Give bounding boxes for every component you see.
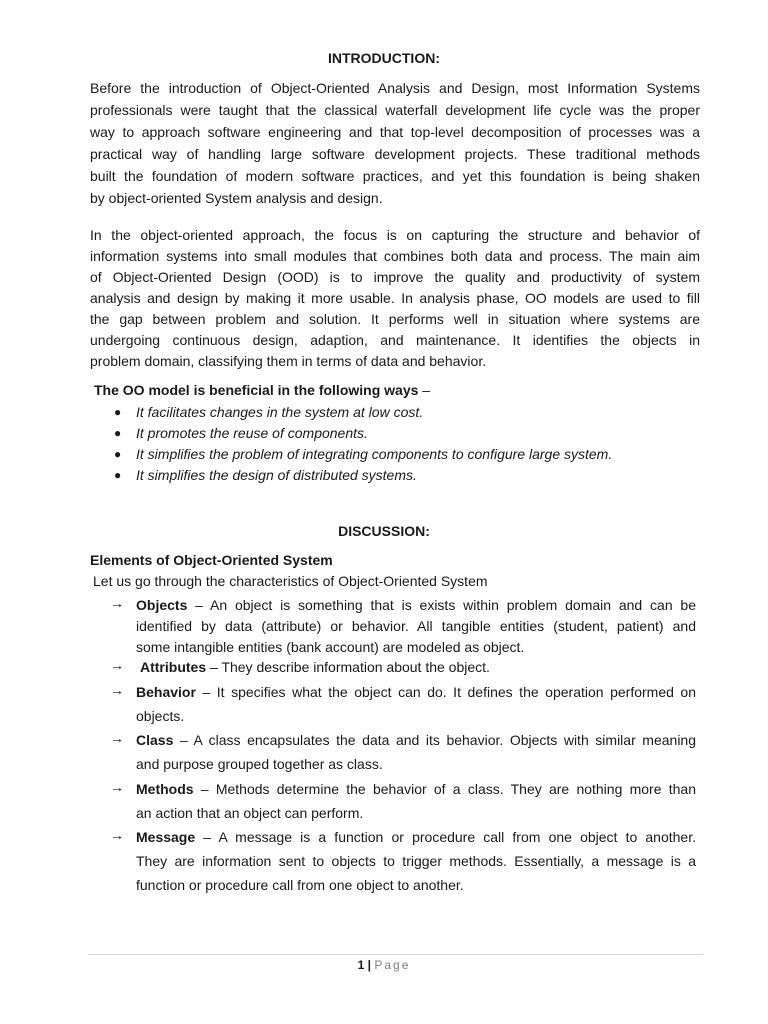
element-term: Attributes <box>140 659 207 675</box>
arrow-icon: → <box>110 595 124 611</box>
element-class <box>110 728 700 776</box>
list-item-text: It facilitates changes in the system at low cost. <box>136 404 424 420</box>
element-message <box>110 825 700 897</box>
element-description: and purpose grouped together as class. <box>136 756 383 772</box>
element-description: – It specifies what the object can do. It defines the operation performed on <box>195 684 696 700</box>
element-description: – A message is a function or procedure call from one object to another. <box>195 829 696 845</box>
arrow-icon: → <box>110 682 124 698</box>
list-item <box>110 465 612 486</box>
bullet-icon: ● <box>114 468 122 482</box>
element-description: They are information sent to objects to trigger methods. Essentially, a message is a <box>136 853 696 869</box>
paragraph-line: In the object-oriented approach, the focus is on capturing the structure and behavior of <box>90 227 700 243</box>
benefits-list <box>110 402 612 486</box>
bullet-icon: ● <box>114 405 122 419</box>
element-description: some intangible entities (bank account) are modeled as object. <box>136 639 525 655</box>
element-description: objects. <box>136 708 185 724</box>
element-text <box>136 680 696 728</box>
element-description: – A class encapsulates the data and its behavior. Objects with similar meaning <box>173 732 696 748</box>
paragraph-line: Before the introduction of Object-Oriented Analysis and Design, most Information Systems <box>90 80 700 96</box>
element-description: function or procedure call from one object to another. <box>136 877 464 893</box>
paragraph-line: practical way of handling large software development projects. These traditional methods <box>90 146 700 162</box>
element-term: Class <box>136 732 174 748</box>
discussion-heading: DISCUSSION: <box>338 523 430 539</box>
benefits-heading <box>94 382 430 398</box>
element-attributes <box>110 657 700 679</box>
list-item <box>110 444 612 465</box>
paragraph-line: the gap between problem and solution. It performs well in situation where systems are <box>90 311 700 327</box>
list-item <box>110 423 612 444</box>
bullet-icon: ● <box>114 447 122 461</box>
arrow-icon: → <box>110 657 124 673</box>
paragraph-line: professionals were taught that the classical waterfall development life cycle was the proper <box>90 102 700 118</box>
elements-lead-text: Let us go through the characteristics of Object-Oriented System <box>93 573 488 589</box>
element-term: Message <box>136 829 196 845</box>
paragraph-line: by object-oriented System analysis and design. <box>90 190 383 206</box>
element-text <box>136 825 696 897</box>
paragraph-line: information systems into small modules that combines both data and process. The main aim <box>90 248 700 264</box>
element-description: – An object is something that is exists within problem domain and can be <box>187 597 696 613</box>
element-methods <box>110 777 700 825</box>
element-term: Behavior <box>136 684 196 700</box>
element-text <box>140 657 700 678</box>
paragraph-line: built the foundation of modern software practices, and yet this foundation is being shaken <box>90 168 700 184</box>
element-term: Methods <box>136 781 194 797</box>
benefits-heading-text: The OO model is beneficial in the following ways <box>94 382 419 398</box>
footer-separator: | <box>367 958 371 972</box>
paragraph-line: problem domain, classifying them in terms of data and behavior. <box>90 353 487 369</box>
element-description: – They describe information about the object. <box>206 659 490 675</box>
list-item-text: It simplifies the problem of integrating components to configure large system. <box>136 446 613 462</box>
introduction-heading: INTRODUCTION: <box>328 50 440 66</box>
benefits-heading-dash: – <box>418 382 431 398</box>
element-description: – Methods determine the behavior of a class. They are nothing more than <box>193 781 696 797</box>
element-term: Objects <box>136 597 188 613</box>
element-objects <box>110 595 700 658</box>
footer-divider <box>88 954 703 955</box>
element-description: identified by data (attribute) or behavior. All tangible entities (student, patient) and <box>136 618 696 634</box>
element-behavior <box>110 680 700 728</box>
list-item-text: It simplifies the design of distributed systems. <box>136 467 417 483</box>
bullet-icon: ● <box>114 426 122 440</box>
arrow-icon: → <box>110 827 124 843</box>
intro-paragraph-1 <box>90 77 700 209</box>
page-label: Page <box>374 958 411 972</box>
arrow-icon: → <box>110 779 124 795</box>
list-item <box>110 402 612 423</box>
page-footer <box>0 958 768 972</box>
paragraph-line: undergoing continuous design, adaption, and maintenance. It identifies the objects in <box>90 332 700 348</box>
page-number: 1 <box>357 958 365 972</box>
elements-subheading: Elements of Object-Oriented System <box>90 552 333 568</box>
paragraph-line: of Object-Oriented Design (OOD) is to improve the quality and productivity of system <box>90 269 700 285</box>
element-text <box>136 595 696 658</box>
paragraph-line: analysis and design by making it more usable. In analysis phase, OO models are used to fill <box>90 290 700 306</box>
list-item-text: It promotes the reuse of components. <box>136 425 368 441</box>
element-description: an action that an object can perform. <box>136 805 364 821</box>
element-text <box>136 728 696 776</box>
paragraph-line: way to approach software engineering and that top-level decomposition of processes was a <box>90 124 700 140</box>
arrow-icon: → <box>110 730 124 746</box>
intro-paragraph-2 <box>90 225 700 372</box>
element-text <box>136 777 696 825</box>
